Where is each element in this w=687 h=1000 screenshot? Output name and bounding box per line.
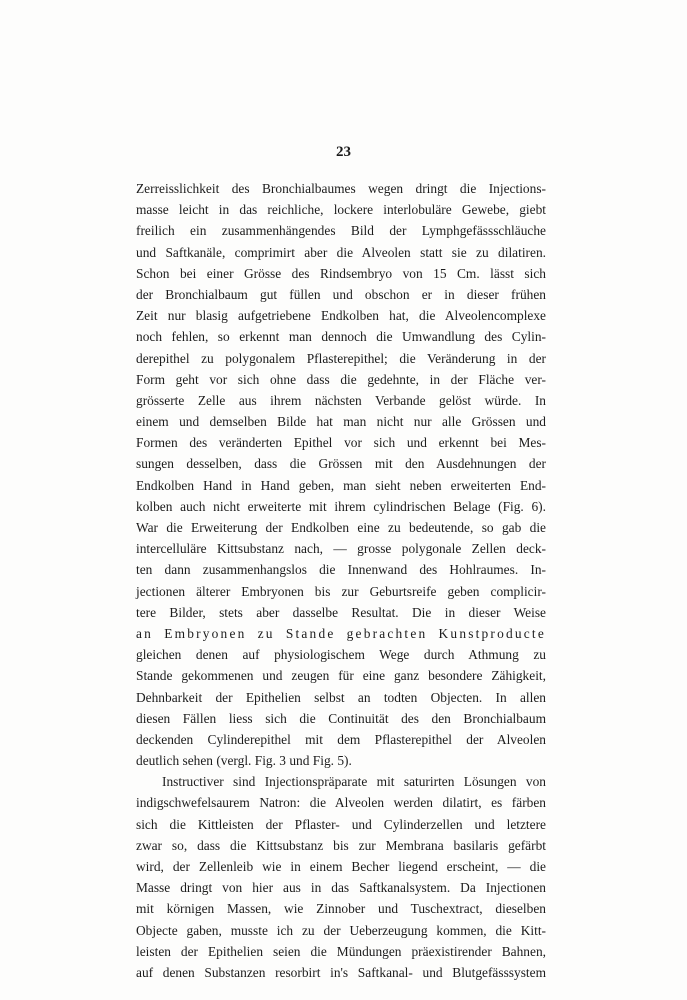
text-line: Objecte gaben, musste ich zu der Ueberzeugung kommen, die Kitt- bbox=[136, 922, 546, 938]
text-line: auf denen Substanzen resorbirt in's Saftkanal- und Blutgefässsystem bbox=[136, 964, 546, 980]
text-line: War die Erweiterung der Endkolben eine zu bedeutende, so gab die bbox=[136, 520, 546, 535]
body-text bbox=[136, 178, 546, 983]
text-line: deckenden Cylinderepithel mit dem Pflasterepithel der Alveolen bbox=[136, 731, 546, 747]
text-line: Stande gekommenen und zeugen für eine ganz besondere Zähigkeit, bbox=[136, 668, 546, 684]
text-line: wird, der Zellenleib wie in einem Becher liegend erscheint, — die bbox=[136, 859, 546, 874]
text-line: grösserte Zelle aus ihrem nächsten Verbande gelöst würde. In bbox=[136, 392, 546, 408]
text-line: sich die Kittleisten der Pflaster- und Cylinderzellen und letztere bbox=[136, 816, 546, 832]
text-line: freilich ein zusammenhängendes Bild der Lymphgefässschläuche bbox=[136, 223, 546, 239]
text-line: zwar so, dass die Kittsubstanz bis zur Membrana basilaris gefärbt bbox=[136, 837, 546, 853]
text-line: mit körnigen Massen, wie Zinnober und Tuschextract, dieselben bbox=[136, 901, 546, 917]
text-line: und Saftkanäle, comprimirt aber die Alveolen statt sie zu dilatiren. bbox=[136, 244, 546, 260]
text-line: tere Bilder, stets aber dasselbe Resultat. Die in dieser Weise bbox=[136, 604, 546, 620]
text-line: der Bronchialbaum gut füllen und obschon er in dieser frühen bbox=[136, 286, 546, 302]
text-line: einem und demselben Bilde hat man nicht nur alle Grössen und bbox=[136, 414, 546, 430]
text-line: intercelluläre Kittsubstanz nach, — grosse polygonale Zellen deck- bbox=[136, 541, 546, 557]
text-line: indigschwefelsaurem Natron: die Alveolen werden dilatirt, es färben bbox=[136, 795, 546, 811]
text-line: Instructiver sind Injectionspräparate mit saturirten Lösungen von bbox=[162, 774, 546, 790]
text-line: kolben auch nicht erweiterte mit ihrem cylindrischen Belage (Fig. 6). bbox=[136, 498, 546, 514]
text-line: Dehnbarkeit der Epithelien selbst an todten Objecten. In allen bbox=[136, 689, 546, 705]
page-number: 23 bbox=[336, 144, 351, 160]
text-line: Schon bei einer Grösse des Rindsembryo von 15 Cm. lässt sich bbox=[136, 265, 546, 281]
text-line: Form geht vor sich ohne dass die gedehnte, in der Fläche ver- bbox=[136, 371, 546, 387]
text-line: gleichen denen auf physiologischem Wege durch Athmung zu bbox=[136, 647, 546, 663]
text-line: diesen Fällen liess sich die Continuität des den Bronchialbaum bbox=[136, 710, 546, 726]
text-line: masse leicht in das reichliche, lockere interlobuläre Gewebe, giebt bbox=[136, 202, 546, 218]
text-line: noch fehlen, so erkennt man dennoch die Umwandlung des Cylin- bbox=[136, 329, 546, 345]
text-line: Zerreisslichkeit des Bronchialbaumes wegen dringt die Injections- bbox=[136, 181, 546, 196]
text-line: leisten der Epithelien seien die Mündungen präexistirender Bahnen, bbox=[136, 943, 546, 959]
text-line: Zeit nur blasig aufgetriebene Endkolben hat, die Alveolencomplexe bbox=[136, 308, 546, 324]
text-line: ten dann zusammenhangslos die Innenwand des Hohlraumes. In- bbox=[136, 562, 546, 578]
text-line: Masse dringt von hier aus in das Saftkanalsystem. Da Injectionen bbox=[136, 880, 546, 896]
text-line: deutlich sehen (vergl. Fig. 3 und Fig. 5). bbox=[136, 753, 352, 769]
text-line: derepithel zu polygonalem Pflasterepithel; die Veränderung in der bbox=[136, 350, 546, 366]
text-line: jectionen älterer Embryonen bis zur Geburtsreife geben complicir- bbox=[136, 583, 546, 599]
text-line: an Embryonen zu Stande gebrachten Kunstproducte bbox=[136, 625, 546, 641]
text-line: Formen des veränderten Epithel vor sich und erkennt bei Mes- bbox=[136, 435, 546, 451]
text-line: sungen desselben, dass die Grössen mit den Ausdehnungen der bbox=[136, 456, 546, 472]
text-line: Endkolben Hand in Hand geben, man sieht neben erweiterten End- bbox=[136, 477, 546, 493]
